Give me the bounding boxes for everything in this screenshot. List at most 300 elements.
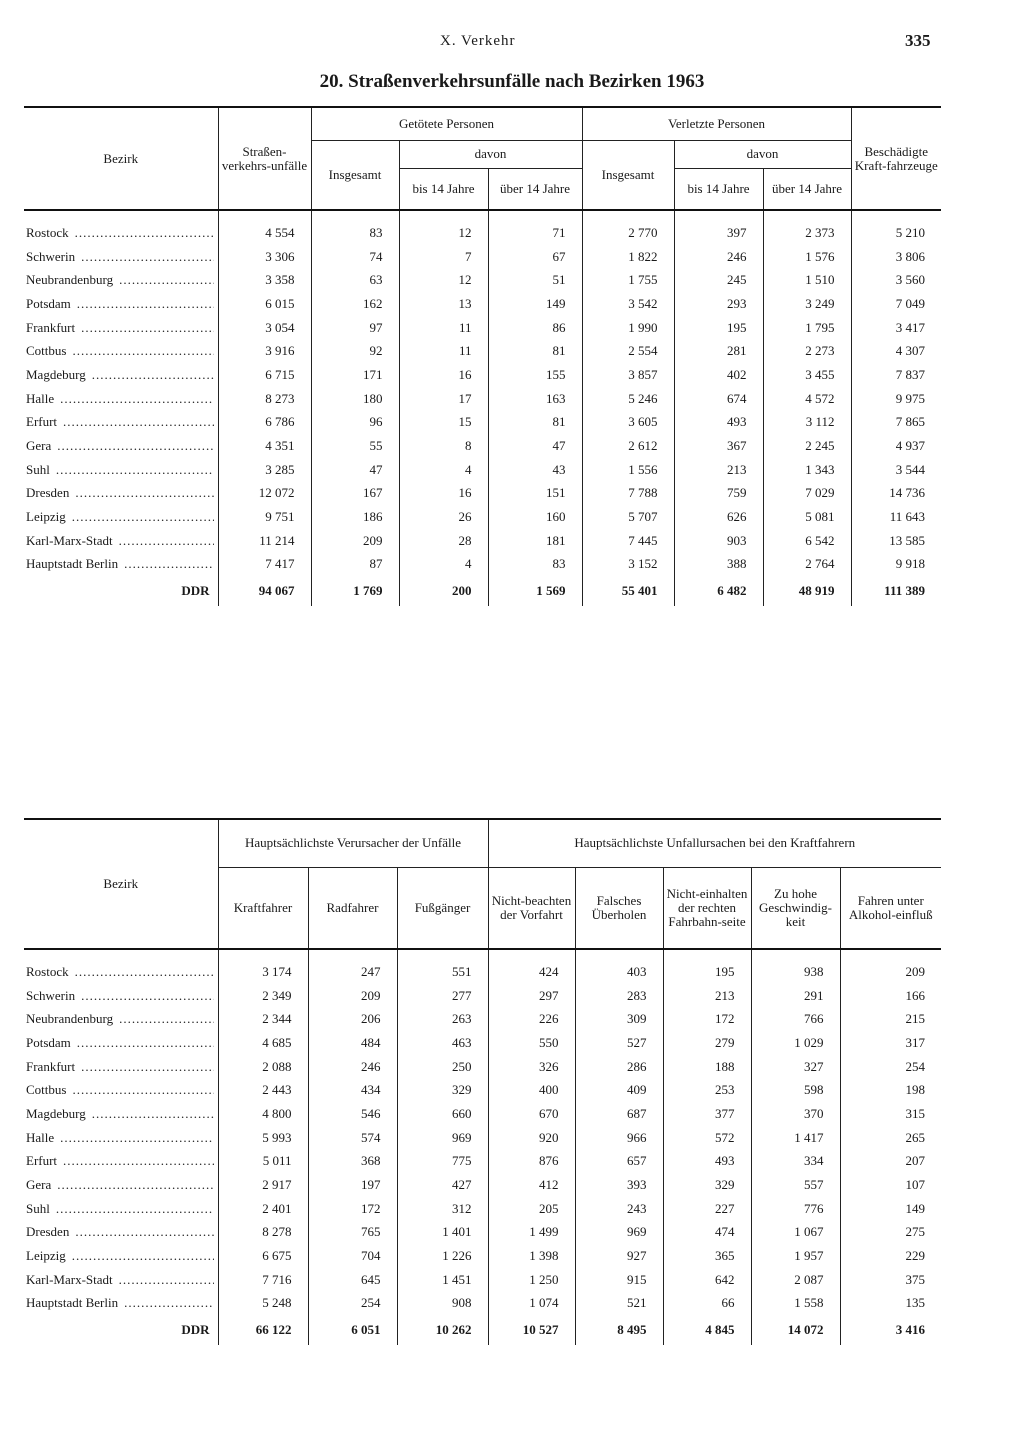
- section-header: X. Verkehr: [440, 33, 516, 49]
- cell-value: 1 226: [397, 1244, 488, 1268]
- cell-value: 83: [311, 221, 399, 245]
- accidents-row: [24, 482, 941, 506]
- cell-value: 2 373: [763, 221, 851, 245]
- cell-value: 704: [308, 1244, 397, 1268]
- bezirk-name: [24, 363, 218, 387]
- cell-value: 135: [840, 1292, 941, 1316]
- bezirk-name: [24, 1031, 218, 1055]
- bezirk-label: Frankfurt: [26, 1058, 76, 1074]
- causes-row: [24, 1173, 941, 1197]
- leader-dots: [60, 1130, 213, 1146]
- bezirk-label: Leipzig: [26, 1248, 66, 1264]
- leader-dots: [75, 225, 214, 241]
- bezirk-label: Neubrandenburg: [26, 1011, 114, 1027]
- accidents-row: [24, 292, 941, 316]
- cell-value: 1 499: [488, 1221, 575, 1245]
- cell-value: 209: [308, 984, 397, 1008]
- header-ursachen: Hauptsächlichste Unfallursachen bei den Kraftfahrern: [488, 819, 941, 867]
- cell-value: 4 351: [218, 434, 311, 458]
- cell-value: 195: [663, 960, 751, 984]
- cell-value: 172: [663, 1007, 751, 1031]
- accidents-table-body: [24, 210, 941, 606]
- accidents-row: [24, 245, 941, 269]
- cell-value: 4 685: [218, 1031, 308, 1055]
- cell-value: 87: [311, 553, 399, 577]
- cell-value: 209: [840, 960, 941, 984]
- cell-value: 3 152: [582, 553, 674, 577]
- bezirk-label: Schwerin: [26, 987, 76, 1003]
- cell-value: 227: [663, 1197, 751, 1221]
- leader-dots: [56, 462, 214, 478]
- accidents-row: [24, 411, 941, 435]
- cell-value: 687: [575, 1102, 663, 1126]
- total-value: 1 569: [488, 576, 582, 606]
- total-value: 14 072: [751, 1315, 840, 1345]
- bezirk-label: Dresden: [26, 485, 70, 501]
- bezirk-label: Leipzig: [26, 509, 66, 525]
- cell-value: 81: [488, 339, 582, 363]
- cell-value: 334: [751, 1150, 840, 1174]
- leader-dots: [63, 1153, 213, 1169]
- cell-value: 6 542: [763, 529, 851, 553]
- header-geschwindigkeit: Zu hohe Geschwindig-keit: [751, 867, 840, 949]
- bezirk-name: [24, 960, 218, 984]
- header2-bezirk: Bezirk: [24, 819, 218, 949]
- cell-value: 598: [751, 1078, 840, 1102]
- total-value: 48 919: [763, 576, 851, 606]
- total-value: 10 527: [488, 1315, 575, 1345]
- cell-value: 2 273: [763, 339, 851, 363]
- accidents-row: [24, 434, 941, 458]
- bezirk-label: Suhl: [26, 461, 50, 477]
- cell-value: 424: [488, 960, 575, 984]
- total-value: 94 067: [218, 576, 311, 606]
- causes-row: [24, 960, 941, 984]
- causes-row: [24, 1007, 941, 1031]
- cell-value: 309: [575, 1007, 663, 1031]
- cell-value: 3 174: [218, 960, 308, 984]
- cell-value: 1 576: [763, 245, 851, 269]
- cell-value: 493: [674, 411, 763, 435]
- cell-value: 329: [397, 1078, 488, 1102]
- cell-value: 149: [840, 1197, 941, 1221]
- cell-value: 28: [399, 529, 488, 553]
- cell-value: 3 857: [582, 363, 674, 387]
- cell-value: 245: [674, 268, 763, 292]
- cell-value: 2 401: [218, 1197, 308, 1221]
- bezirk-label: Erfurt: [26, 1153, 58, 1169]
- cell-value: 167: [311, 482, 399, 506]
- cell-value: 674: [674, 387, 763, 411]
- bezirk-name: [24, 984, 218, 1008]
- cell-value: 3 249: [763, 292, 851, 316]
- accidents-row: [24, 553, 941, 577]
- cell-value: 198: [840, 1078, 941, 1102]
- causes-table-body: [24, 949, 941, 1345]
- cell-value: 3 542: [582, 292, 674, 316]
- leader-dots: [92, 1106, 214, 1122]
- bezirk-label: Rostock: [26, 224, 69, 240]
- cell-value: 759: [674, 482, 763, 506]
- total-value: 1 769: [311, 576, 399, 606]
- cell-value: 3 358: [218, 268, 311, 292]
- leader-dots: [124, 556, 213, 572]
- header-verletzte-insgesamt: Insgesamt: [582, 140, 674, 210]
- cell-value: 4 800: [218, 1102, 308, 1126]
- header-ueberholen: Falsches Überholen: [575, 867, 663, 949]
- cell-value: 17: [399, 387, 488, 411]
- leader-dots: [72, 1248, 214, 1264]
- bezirk-label: Suhl: [26, 1200, 50, 1216]
- leader-dots: [119, 272, 213, 288]
- cell-value: 3 916: [218, 339, 311, 363]
- accidents-row: [24, 268, 941, 292]
- causes-table: [24, 818, 941, 1345]
- cell-value: 412: [488, 1173, 575, 1197]
- accidents-row: [24, 387, 941, 411]
- cell-value: 229: [840, 1244, 941, 1268]
- cell-value: 6 675: [218, 1244, 308, 1268]
- cell-value: 286: [575, 1055, 663, 1079]
- bezirk-name: [24, 339, 218, 363]
- cell-value: 263: [397, 1007, 488, 1031]
- cell-value: 400: [488, 1078, 575, 1102]
- leader-dots: [77, 1035, 214, 1051]
- cell-value: 293: [674, 292, 763, 316]
- cell-value: 3 112: [763, 411, 851, 435]
- accidents-row: [24, 363, 941, 387]
- cell-value: 1 558: [751, 1292, 840, 1316]
- cell-value: 434: [308, 1078, 397, 1102]
- cell-value: 1 795: [763, 316, 851, 340]
- cell-value: 66: [663, 1292, 751, 1316]
- bezirk-label: Hauptstadt Berlin: [26, 1295, 119, 1311]
- total-value: 66 122: [218, 1315, 308, 1345]
- cell-value: 5 246: [582, 387, 674, 411]
- bezirk-label: Potsdam: [26, 295, 71, 311]
- header-verletzte: Verletzte Personen: [582, 107, 851, 140]
- bezirk-label: Halle: [26, 390, 55, 406]
- cell-value: 1 343: [763, 458, 851, 482]
- leader-dots: [56, 1201, 214, 1217]
- cell-value: 7 445: [582, 529, 674, 553]
- cell-value: 155: [488, 363, 582, 387]
- cell-value: 375: [840, 1268, 941, 1292]
- header-unfaelle: Straßen-verkehrs-unfälle: [218, 107, 311, 210]
- cell-value: 7 417: [218, 553, 311, 577]
- cell-value: 215: [840, 1007, 941, 1031]
- cell-value: 474: [663, 1221, 751, 1245]
- cell-value: 2 770: [582, 221, 674, 245]
- cell-value: 463: [397, 1031, 488, 1055]
- causes-row: [24, 984, 941, 1008]
- cell-value: 938: [751, 960, 840, 984]
- causes-row: [24, 1150, 941, 1174]
- leader-dots: [77, 296, 214, 312]
- cell-value: 97: [311, 316, 399, 340]
- cell-value: 11: [399, 339, 488, 363]
- cell-value: 16: [399, 482, 488, 506]
- page-number: 335: [905, 31, 931, 50]
- cell-value: 370: [751, 1102, 840, 1126]
- cell-value: 766: [751, 1007, 840, 1031]
- accidents-row: [24, 505, 941, 529]
- leader-dots: [81, 1059, 213, 1075]
- cell-value: 550: [488, 1031, 575, 1055]
- leader-dots: [81, 249, 213, 265]
- cell-value: 402: [674, 363, 763, 387]
- cell-value: 2 443: [218, 1078, 308, 1102]
- cell-value: 8 273: [218, 387, 311, 411]
- header-getoetete-ueber14: über 14 Jahre: [488, 168, 582, 210]
- cell-value: 908: [397, 1292, 488, 1316]
- header-kfz: Beschädigte Kraft-fahrzeuge: [851, 107, 941, 210]
- cell-value: 660: [397, 1102, 488, 1126]
- cell-value: 207: [840, 1150, 941, 1174]
- cell-value: 63: [311, 268, 399, 292]
- cell-value: 281: [674, 339, 763, 363]
- leader-dots: [119, 533, 214, 549]
- causes-row: [24, 1031, 941, 1055]
- cell-value: 55: [311, 434, 399, 458]
- cell-value: 876: [488, 1150, 575, 1174]
- cell-value: 7 788: [582, 482, 674, 506]
- cell-value: 51: [488, 268, 582, 292]
- cell-value: 243: [575, 1197, 663, 1221]
- cell-value: 3 306: [218, 245, 311, 269]
- cell-value: 291: [751, 984, 840, 1008]
- cell-value: 195: [674, 316, 763, 340]
- cell-value: 3 806: [851, 245, 941, 269]
- cell-value: 315: [840, 1102, 941, 1126]
- total-label: DDR: [181, 1322, 210, 1338]
- cell-value: 277: [397, 984, 488, 1008]
- cell-value: 1 398: [488, 1244, 575, 1268]
- cell-value: 151: [488, 482, 582, 506]
- cell-value: 4: [399, 553, 488, 577]
- cell-value: 2 554: [582, 339, 674, 363]
- cell-value: 551: [397, 960, 488, 984]
- cell-value: 377: [663, 1102, 751, 1126]
- accidents-row: [24, 316, 941, 340]
- causes-row: [24, 1102, 941, 1126]
- cell-value: 8: [399, 434, 488, 458]
- header-getoetete-insgesamt: Insgesamt: [311, 140, 399, 210]
- cell-value: 213: [663, 984, 751, 1008]
- cell-value: 3 417: [851, 316, 941, 340]
- cell-value: 226: [488, 1007, 575, 1031]
- leader-dots: [75, 485, 213, 501]
- cell-value: 4 307: [851, 339, 941, 363]
- leader-dots: [75, 964, 214, 980]
- bezirk-name: [24, 434, 218, 458]
- cell-value: 16: [399, 363, 488, 387]
- cell-value: 1 451: [397, 1268, 488, 1292]
- bezirk-name: [24, 1244, 218, 1268]
- cell-value: 166: [840, 984, 941, 1008]
- bezirk-name: [24, 411, 218, 435]
- leader-dots: [81, 988, 213, 1004]
- cell-value: 920: [488, 1126, 575, 1150]
- total-value: 6 051: [308, 1315, 397, 1345]
- leader-dots: [92, 367, 214, 383]
- total-value: 55 401: [582, 576, 674, 606]
- cell-value: 253: [663, 1078, 751, 1102]
- bezirk-label: Magdeburg: [26, 1105, 86, 1121]
- cell-value: 645: [308, 1268, 397, 1292]
- accidents-total-row: [24, 576, 941, 606]
- causes-row: [24, 1055, 941, 1079]
- header-radfahrer: Radfahrer: [308, 867, 397, 949]
- cell-value: 329: [663, 1173, 751, 1197]
- bezirk-label: Gera: [26, 438, 52, 454]
- cell-value: 3 605: [582, 411, 674, 435]
- cell-value: 197: [308, 1173, 397, 1197]
- bezirk-label: Erfurt: [26, 414, 58, 430]
- causes-row: [24, 1244, 941, 1268]
- bezirk-label: Karl-Marx-Stadt: [26, 1271, 113, 1287]
- cell-value: 11: [399, 316, 488, 340]
- cell-value: 186: [311, 505, 399, 529]
- cell-value: 3 054: [218, 316, 311, 340]
- cell-value: 367: [674, 434, 763, 458]
- cell-value: 81: [488, 411, 582, 435]
- cell-value: 2 764: [763, 553, 851, 577]
- bezirk-name: [24, 1102, 218, 1126]
- cell-value: 1 417: [751, 1126, 840, 1150]
- cell-value: 626: [674, 505, 763, 529]
- cell-value: 5 707: [582, 505, 674, 529]
- cell-value: 246: [308, 1055, 397, 1079]
- cell-value: 312: [397, 1197, 488, 1221]
- bezirk-label: Halle: [26, 1129, 55, 1145]
- cell-value: 4 554: [218, 221, 311, 245]
- cell-value: 775: [397, 1150, 488, 1174]
- bezirk-label: Cottbus: [26, 343, 67, 359]
- causes-row: [24, 1268, 941, 1292]
- cell-value: 15: [399, 411, 488, 435]
- total-value: 10 262: [397, 1315, 488, 1345]
- cell-value: 3 560: [851, 268, 941, 292]
- bezirk-name: [24, 1292, 218, 1316]
- cell-value: 1 029: [751, 1031, 840, 1055]
- cell-value: 4 937: [851, 434, 941, 458]
- cell-value: 279: [663, 1031, 751, 1055]
- cell-value: 149: [488, 292, 582, 316]
- accidents-row: [24, 529, 941, 553]
- cell-value: 9 751: [218, 505, 311, 529]
- cell-value: 5 011: [218, 1150, 308, 1174]
- header-verursacher: Hauptsächlichste Verursacher der Unfälle: [218, 819, 488, 867]
- cell-value: 2 245: [763, 434, 851, 458]
- cell-value: 969: [397, 1126, 488, 1150]
- bezirk-name: [24, 1150, 218, 1174]
- leader-dots: [72, 1082, 213, 1098]
- cell-value: 181: [488, 529, 582, 553]
- cell-value: 96: [311, 411, 399, 435]
- cell-value: 1 822: [582, 245, 674, 269]
- causes-row: [24, 1126, 941, 1150]
- cell-value: 47: [311, 458, 399, 482]
- cell-value: 557: [751, 1173, 840, 1197]
- cell-value: 4 572: [763, 387, 851, 411]
- cell-value: 1 990: [582, 316, 674, 340]
- leader-dots: [75, 1224, 213, 1240]
- bezirk-name: [24, 268, 218, 292]
- cell-value: 317: [840, 1031, 941, 1055]
- header-kraftfahrer: Kraftfahrer: [218, 867, 308, 949]
- bezirk-label: Gera: [26, 1177, 52, 1193]
- cell-value: 13: [399, 292, 488, 316]
- cell-value: 7 716: [218, 1268, 308, 1292]
- bezirk-name: [24, 482, 218, 506]
- cell-value: 2 344: [218, 1007, 308, 1031]
- cell-value: 250: [397, 1055, 488, 1079]
- cell-value: 265: [840, 1126, 941, 1150]
- cell-value: 493: [663, 1150, 751, 1174]
- causes-row: [24, 1292, 941, 1316]
- header-fussgaenger: Fußgänger: [397, 867, 488, 949]
- cell-value: 776: [751, 1197, 840, 1221]
- cell-value: 527: [575, 1031, 663, 1055]
- header-getoetete: Getötete Personen: [311, 107, 582, 140]
- cell-value: 213: [674, 458, 763, 482]
- bezirk-name: [24, 1197, 218, 1221]
- cell-value: 2 349: [218, 984, 308, 1008]
- cell-value: 403: [575, 960, 663, 984]
- cell-value: 1 755: [582, 268, 674, 292]
- cell-value: 74: [311, 245, 399, 269]
- cell-value: 209: [311, 529, 399, 553]
- bezirk-name: [24, 505, 218, 529]
- total-value: 6 482: [674, 576, 763, 606]
- cell-value: 2 088: [218, 1055, 308, 1079]
- cell-value: 47: [488, 434, 582, 458]
- bezirk-label: Hauptstadt Berlin: [26, 556, 119, 572]
- bezirk-label: Magdeburg: [26, 366, 86, 382]
- cell-value: 393: [575, 1173, 663, 1197]
- header-getoetete-davon: davon: [399, 140, 582, 168]
- cell-value: 12: [399, 268, 488, 292]
- cell-value: 3 544: [851, 458, 941, 482]
- cell-value: 574: [308, 1126, 397, 1150]
- cell-value: 427: [397, 1173, 488, 1197]
- bezirk-name: [24, 316, 218, 340]
- cell-value: 171: [311, 363, 399, 387]
- cell-value: 11 214: [218, 529, 311, 553]
- cell-value: 969: [575, 1221, 663, 1245]
- cell-value: 26: [399, 505, 488, 529]
- cell-value: 5 993: [218, 1126, 308, 1150]
- leader-dots: [124, 1295, 213, 1311]
- cell-value: 5 210: [851, 221, 941, 245]
- cell-value: 172: [308, 1197, 397, 1221]
- leader-dots: [81, 320, 213, 336]
- cell-value: 205: [488, 1197, 575, 1221]
- cell-value: 3 455: [763, 363, 851, 387]
- header-verletzte-ueber14: über 14 Jahre: [763, 168, 851, 210]
- cell-value: 521: [575, 1292, 663, 1316]
- cell-value: 642: [663, 1268, 751, 1292]
- cell-value: 657: [575, 1150, 663, 1174]
- cell-value: 1 556: [582, 458, 674, 482]
- cell-value: 6 015: [218, 292, 311, 316]
- header-fahrbahn: Nicht-einhalten der rechten Fahrbahn-seite: [663, 867, 751, 949]
- cell-value: 484: [308, 1031, 397, 1055]
- bezirk-name: [24, 1173, 218, 1197]
- cell-value: 14 736: [851, 482, 941, 506]
- cell-value: 83: [488, 553, 582, 577]
